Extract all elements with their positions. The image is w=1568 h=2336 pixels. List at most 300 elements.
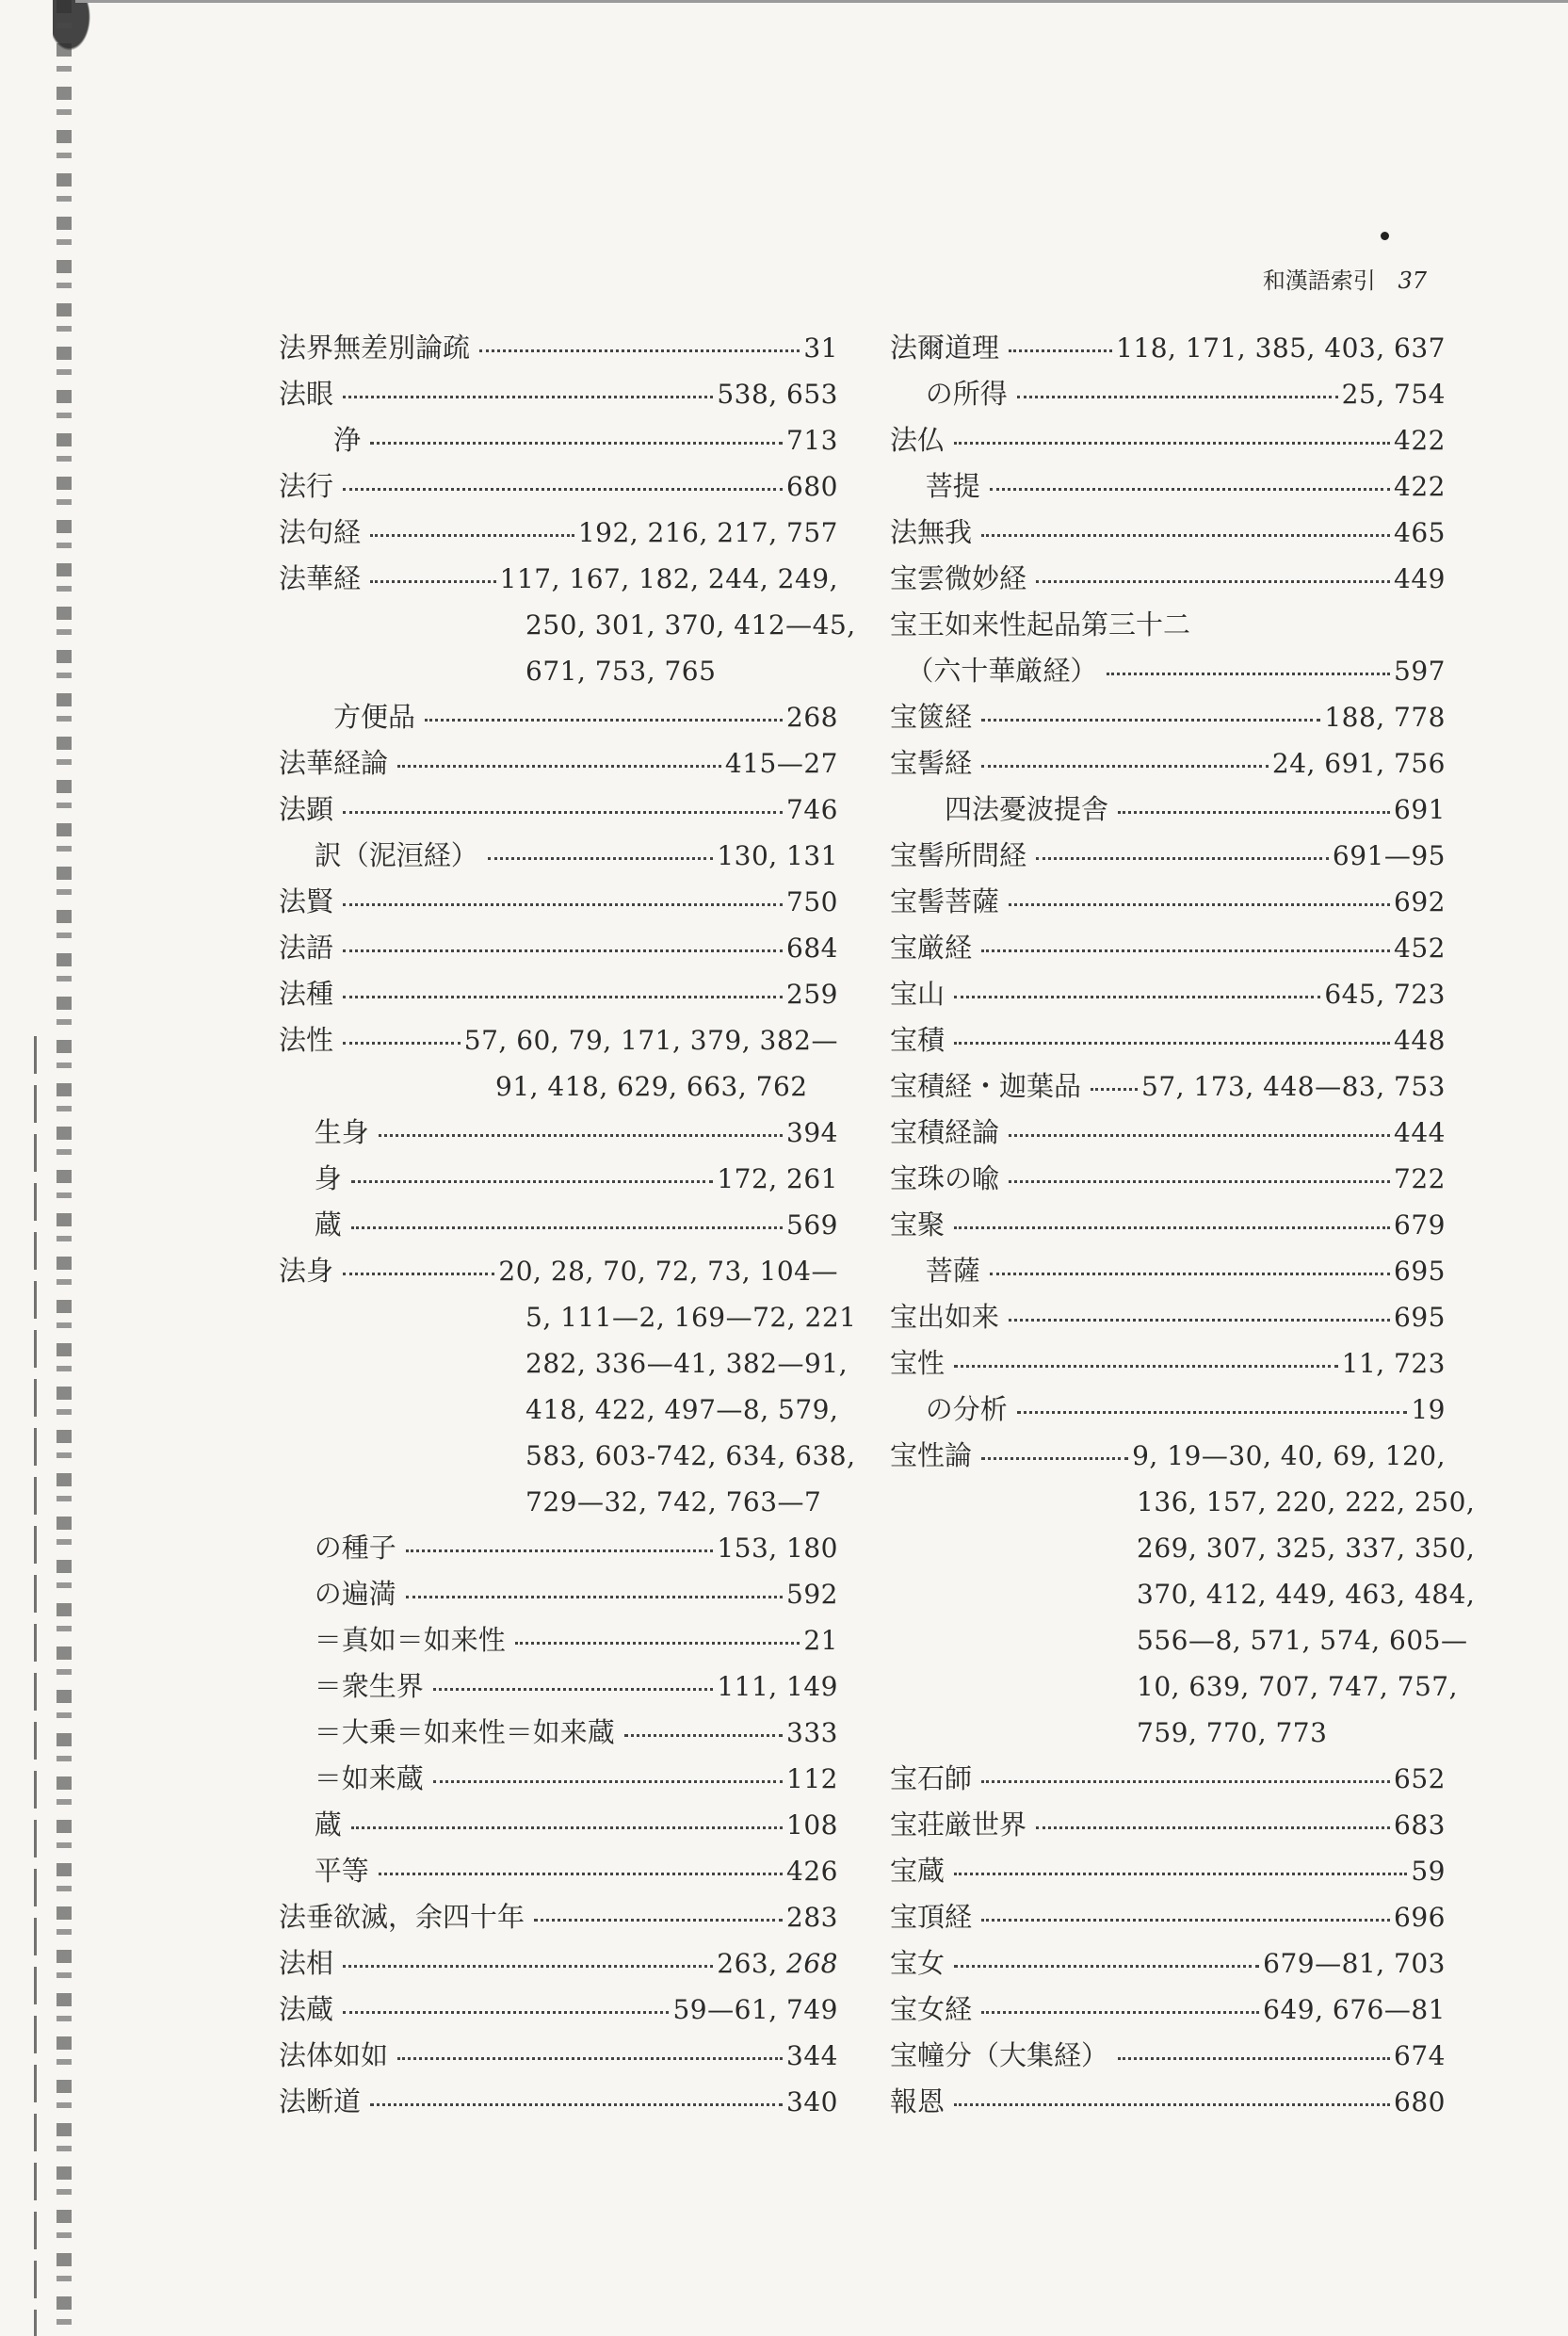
index-pages <box>1263 1987 1446 2033</box>
dot-leader <box>1009 903 1390 906</box>
page-refs: 24, 691, 756 <box>1271 748 1446 779</box>
page-refs: 691 <box>1394 794 1446 825</box>
index-term: の種子 <box>314 1532 396 1564</box>
index-term: 法行 <box>279 470 334 502</box>
index-term: 法界無差別論疏 <box>279 332 471 364</box>
page-refs: 153, 180 <box>717 1533 838 1564</box>
index-term: 四法憂波提舎 <box>945 793 1109 825</box>
page-refs: 597 <box>1394 656 1446 687</box>
page-refs: 394 <box>786 1117 838 1148</box>
index-term: 宝性 <box>890 1347 946 1379</box>
index-term: ＝衆生界 <box>314 1670 424 1702</box>
index-pages <box>1394 1202 1446 1248</box>
index-term: 宝頂経 <box>890 1901 973 1933</box>
running-header <box>1224 262 1427 295</box>
dot-leader <box>515 1642 800 1645</box>
dot-leader <box>370 580 496 583</box>
index-entry <box>279 1663 838 1710</box>
index-term: 法無我 <box>890 516 973 548</box>
page-refs: 750 <box>786 886 838 917</box>
page-refs: 722 <box>1394 1163 1446 1194</box>
index-pages <box>786 1202 838 1248</box>
index-entry <box>890 1387 1446 1433</box>
index-entry <box>279 1894 838 1940</box>
index-entry <box>890 925 1446 971</box>
index-term: 宝積経・迦葉品 <box>890 1070 1082 1102</box>
index-entry <box>279 1987 838 2033</box>
index-term: 報恩 <box>890 2085 946 2117</box>
index-continuation-line: 5, 111—2, 169—72, 221 <box>525 1302 857 1333</box>
index-term: （六十華厳経） <box>906 655 1098 687</box>
dot-leader <box>1036 1826 1390 1829</box>
index-pages <box>786 1848 838 1894</box>
dot-leader <box>981 765 1269 768</box>
page-refs: 25, 754 <box>1341 379 1446 410</box>
index-pages <box>717 371 838 417</box>
index-entry <box>890 371 1446 417</box>
index-pages <box>1394 1156 1446 1202</box>
index-pages <box>1394 556 1446 602</box>
index-pages <box>786 417 838 463</box>
index-pages <box>1394 417 1446 463</box>
page-refs: 344 <box>786 2040 838 2071</box>
index-entry <box>890 1756 1446 1802</box>
index-pages <box>1394 648 1446 694</box>
index-entry <box>279 1940 838 1987</box>
index-pages <box>786 787 838 833</box>
index-term: 法体如如 <box>279 2039 389 2071</box>
index-term: 宝篋経 <box>890 701 973 733</box>
index-entry <box>890 1987 1446 2033</box>
index-term: 法爾道理 <box>890 332 1000 364</box>
dot-leader <box>343 1042 461 1045</box>
page-refs: 695 <box>1394 1302 1446 1333</box>
dot-leader <box>534 1919 783 1922</box>
page-refs: 422 <box>1394 471 1446 502</box>
index-pages <box>717 1525 838 1571</box>
index-entry <box>890 740 1446 787</box>
page-refs: 111, 149 <box>717 1671 838 1702</box>
index-term: 宝聚 <box>890 1209 946 1241</box>
index-term: 宝出如来 <box>890 1301 1000 1333</box>
index-pages <box>803 325 838 371</box>
dot-leader <box>981 1457 1128 1460</box>
index-entry <box>279 787 838 833</box>
dot-leader <box>433 1688 714 1691</box>
index-entry <box>279 2079 838 2125</box>
dot-leader <box>351 1226 783 1229</box>
page-refs: 449 <box>1394 563 1446 594</box>
index-term: 宝髻菩薩 <box>890 885 1000 917</box>
index-pages <box>786 463 838 510</box>
page-refs: 112 <box>786 1763 838 1794</box>
top-page-edge <box>75 0 1568 3</box>
page-refs: 268 <box>786 702 838 733</box>
page-refs: 538, 653 <box>717 379 838 410</box>
page-refs: 192, 216, 217, 757 <box>577 517 838 548</box>
dot-leader <box>379 1134 783 1137</box>
index-term: 法断道 <box>279 2085 362 2117</box>
index-continuation-line: 729—32, 742, 763—7 <box>525 1486 822 1517</box>
index-entry <box>890 1940 1446 1987</box>
index-continuation-line: 250, 301, 370, 412—45, <box>525 609 856 641</box>
index-pages <box>1394 463 1446 510</box>
index-entry <box>890 602 1446 648</box>
index-term: の遍満 <box>314 1578 396 1610</box>
index-entry <box>890 556 1446 602</box>
index-entry <box>890 1063 1446 1110</box>
dot-leader <box>1118 811 1390 814</box>
index-pages <box>1324 694 1446 740</box>
index-pages <box>1394 1294 1446 1340</box>
index-entry <box>890 971 1446 1017</box>
index-entry <box>890 648 1446 694</box>
index-term: 生身 <box>314 1116 369 1148</box>
page-refs: 569 <box>786 1209 838 1241</box>
dot-leader <box>1017 396 1338 398</box>
index-term: 法種 <box>279 978 334 1010</box>
index-pages <box>786 1710 838 1756</box>
index-term: 宝珠の喩 <box>890 1162 1000 1194</box>
page-refs: 415—27 <box>724 748 838 779</box>
page-refs: 448 <box>1394 1025 1446 1056</box>
index-entry <box>279 1110 838 1156</box>
index-entry <box>279 1202 838 1248</box>
index-entry <box>890 1017 1446 1063</box>
index-entry <box>890 2079 1446 2125</box>
page-refs: 746 <box>786 794 838 825</box>
index-entry <box>279 325 838 371</box>
page-number: 37 <box>1398 268 1427 294</box>
index-term: 宝荘厳世界 <box>890 1809 1027 1841</box>
dot-leader <box>954 1226 1390 1229</box>
index-term: 蔵 <box>314 1209 342 1241</box>
page-refs: 680 <box>786 471 838 502</box>
index-pages <box>1394 879 1446 925</box>
index-term: 宝性論 <box>890 1439 973 1471</box>
dot-leader <box>954 1042 1390 1045</box>
index-pages <box>1394 510 1446 556</box>
dot-leader <box>343 1965 713 1968</box>
index-pages <box>1394 2079 1446 2125</box>
index-continuation-line: 269, 307, 325, 337, 350, <box>1137 1533 1476 1564</box>
index-pages <box>500 556 838 602</box>
page-refs: 118, 171, 385, 403, 637 <box>1116 333 1446 364</box>
page-refs: 680 <box>1394 2086 1446 2117</box>
page-refs: 340 <box>786 2086 838 2117</box>
dot-leader <box>981 534 1390 537</box>
index-pages <box>1394 1894 1446 1940</box>
index-entry <box>890 417 1446 463</box>
dot-leader <box>990 1273 1390 1275</box>
index-pages <box>1394 1017 1446 1063</box>
index-entry <box>279 1525 838 1571</box>
dot-leader <box>981 2011 1259 2014</box>
index-term: 宝積経論 <box>890 1116 1000 1148</box>
right-index-column <box>890 325 1476 2125</box>
index-continuation-line: 671, 753, 765 <box>525 656 717 687</box>
page-refs: 465 <box>1394 517 1446 548</box>
dot-leader <box>425 719 783 722</box>
index-pages <box>786 2079 838 2125</box>
index-term: 法語 <box>279 932 334 964</box>
dot-leader <box>954 1965 1259 1968</box>
index-term: 宝厳経 <box>890 932 973 964</box>
dot-leader <box>954 996 1320 998</box>
page-refs: 696 <box>1394 1902 1446 1933</box>
index-continuation-line: 91, 418, 629, 663, 762 <box>495 1071 808 1102</box>
header-title: 和漢語索引 <box>1262 268 1376 294</box>
index-continuation-line: 136, 157, 220, 222, 250, <box>1137 1486 1476 1517</box>
index-entry <box>890 1202 1446 1248</box>
page-refs: 188, 778 <box>1324 702 1446 733</box>
index-pages <box>717 1156 838 1202</box>
index-entry <box>279 833 838 879</box>
page-refs: 130, 131 <box>717 840 838 871</box>
page-refs: 692 <box>1394 886 1446 917</box>
index-entry <box>890 325 1446 371</box>
dot-leader <box>488 857 714 860</box>
index-pages <box>1342 371 1446 417</box>
dot-leader <box>954 442 1390 445</box>
dot-leader <box>981 1780 1390 1783</box>
index-term: 宝雲微妙経 <box>890 562 1027 594</box>
index-pages <box>1132 1433 1446 1479</box>
dot-leader <box>1118 2057 1390 2060</box>
index-entry <box>890 833 1446 879</box>
dot-leader <box>954 1873 1407 1875</box>
index-entry <box>890 1848 1446 1894</box>
page-refs: 679—81, 703 <box>1263 1948 1446 1979</box>
page-refs: 422 <box>1394 425 1446 456</box>
page-refs: 426 <box>786 1856 838 1887</box>
index-continuation-line: 282, 336—41, 382—91, <box>525 1348 849 1379</box>
index-entry <box>279 1571 838 1617</box>
dot-leader <box>370 2103 783 2106</box>
index-term: ＝如来蔵 <box>314 1762 424 1794</box>
index-pages <box>1342 1340 1446 1387</box>
index-term: 宝女経 <box>890 1993 973 2025</box>
index-term: 宝幢分（大集経） <box>890 2039 1109 2071</box>
index-term: 宝髻所問経 <box>890 839 1027 871</box>
index-entry <box>279 2033 838 2079</box>
index-term: 宝積 <box>890 1024 946 1056</box>
dot-leader <box>433 1780 783 1783</box>
page-refs: 645, 723 <box>1324 979 1446 1010</box>
index-term: 法華経 <box>279 562 362 594</box>
index-pages <box>464 1017 838 1063</box>
index-term: 宝髻経 <box>890 747 973 779</box>
index-entry <box>890 1894 1446 1940</box>
page-refs: 21 <box>803 1625 838 1656</box>
dot-leader <box>379 1873 783 1875</box>
index-entry <box>279 1802 838 1848</box>
index-continuation-line: 10, 639, 707, 747, 757, <box>1137 1671 1459 1702</box>
page-refs: 652 <box>1394 1763 1446 1794</box>
page-refs: 649, 676—81 <box>1263 1994 1446 2025</box>
dot-leader <box>1009 349 1112 352</box>
page-refs: 117, 167, 182, 244, 249, <box>499 563 838 594</box>
index-pages <box>1394 925 1446 971</box>
index-entry <box>890 2033 1446 2079</box>
index-pages <box>1141 1063 1446 1110</box>
index-term: 法仏 <box>890 424 946 456</box>
dot-leader <box>954 2103 1390 2106</box>
dot-leader <box>954 1365 1338 1368</box>
index-pages <box>1333 833 1446 879</box>
index-term: 宝王如来性起品第三十二 <box>890 608 1191 641</box>
index-continuation-line: 583, 603-742, 634, 638, <box>525 1440 856 1471</box>
page-refs: 333 <box>786 1717 838 1748</box>
page-refs: 59—61, 749 <box>672 1994 838 2025</box>
index-pages <box>1411 1848 1446 1894</box>
index-continuation-line: 556—8, 571, 574, 605— <box>1137 1625 1468 1656</box>
index-entry <box>890 1433 1446 1479</box>
page-edge-bleed <box>34 1036 37 2336</box>
index-pages <box>786 1756 838 1802</box>
index-pages <box>1394 1110 1446 1156</box>
index-entry <box>279 1710 838 1756</box>
index-entry <box>890 694 1446 740</box>
index-term: 浄 <box>333 424 362 456</box>
dot-leader <box>981 949 1390 952</box>
dot-leader <box>406 1596 783 1598</box>
page-refs: 452 <box>1394 933 1446 964</box>
page-refs: 20, 28, 70, 72, 73, 104— <box>498 1256 838 1287</box>
index-term: ＝真如＝如来性 <box>314 1624 506 1656</box>
dot-leader <box>479 349 800 352</box>
dot-leader <box>1009 1319 1390 1322</box>
dot-leader <box>343 396 713 398</box>
index-pages <box>1272 740 1446 787</box>
index-term: 方便品 <box>333 701 416 733</box>
index-pages <box>786 971 838 1017</box>
index-pages <box>1394 1756 1446 1802</box>
page-refs: 691—95 <box>1332 840 1446 871</box>
page-refs: 684 <box>786 933 838 964</box>
dot-leader <box>990 488 1390 491</box>
page-refs: 695 <box>1394 1256 1446 1287</box>
index-entry <box>279 1248 838 1294</box>
index-term: 身 <box>314 1162 342 1194</box>
dot-leader <box>343 2011 669 2014</box>
index-term: 菩薩 <box>925 1255 980 1287</box>
index-pages <box>1116 325 1446 371</box>
index-entry <box>890 1156 1446 1202</box>
index-entry <box>279 463 838 510</box>
dot-leader <box>1036 857 1329 860</box>
dot-leader <box>343 949 783 952</box>
index-term: 法句経 <box>279 516 362 548</box>
dot-leader <box>1091 1088 1138 1091</box>
index-entry <box>279 1156 838 1202</box>
index-term: 蔵 <box>314 1809 342 1841</box>
index-pages <box>498 1248 838 1294</box>
index-term: 宝山 <box>890 978 946 1010</box>
page-refs: 263, <box>717 1948 787 1979</box>
index-continuation-line: 370, 412, 449, 463, 484, <box>1137 1579 1476 1610</box>
index-entry <box>279 510 838 556</box>
index-entry <box>279 925 838 971</box>
index-pages <box>1263 1940 1446 1987</box>
index-term: 法蔵 <box>279 1993 334 2025</box>
index-continuation-line: 759, 770, 773 <box>1137 1717 1328 1748</box>
index-pages <box>717 833 838 879</box>
page-refs: 108 <box>786 1809 838 1841</box>
index-pages <box>1394 1802 1446 1848</box>
page-refs: 713 <box>786 425 838 456</box>
index-pages <box>725 740 838 787</box>
index-pages <box>578 510 838 556</box>
index-term: 菩提 <box>925 470 980 502</box>
dot-leader <box>343 996 783 998</box>
dot-leader <box>1009 1180 1390 1183</box>
page-refs: 19 <box>1411 1394 1446 1425</box>
ink-dot <box>1381 232 1389 240</box>
index-continuation-line: 418, 422, 497—8, 579, <box>525 1394 839 1425</box>
dot-leader <box>370 534 574 537</box>
index-term: 法性 <box>279 1024 334 1056</box>
page-refs: 592 <box>786 1579 838 1610</box>
index-pages <box>1394 787 1446 833</box>
index-pages <box>1394 2033 1446 2079</box>
index-entry <box>890 510 1446 556</box>
index-pages <box>786 879 838 925</box>
index-term: の分析 <box>925 1393 1008 1425</box>
page-refs: 674 <box>1394 2040 1446 2071</box>
dot-leader <box>351 1826 783 1829</box>
index-pages <box>786 1110 838 1156</box>
index-entry <box>890 787 1446 833</box>
dot-leader <box>397 2057 783 2060</box>
dot-leader <box>624 1734 783 1737</box>
dot-leader <box>981 1919 1390 1922</box>
index-entry <box>890 463 1446 510</box>
index-term: ＝大乗＝如来性＝如来蔵 <box>314 1716 615 1748</box>
index-entry <box>279 1617 838 1663</box>
index-pages <box>786 1894 838 1940</box>
index-term: 法眼 <box>279 378 334 410</box>
dot-leader <box>343 488 783 491</box>
dot-leader <box>981 719 1320 722</box>
dot-leader <box>1107 673 1390 675</box>
index-entry <box>279 971 838 1017</box>
dot-leader <box>343 1273 494 1275</box>
index-term: 法身 <box>279 1255 334 1287</box>
dot-leader <box>1017 1411 1408 1414</box>
dot-leader <box>1036 580 1390 583</box>
dot-leader <box>1009 1134 1390 1137</box>
index-pages <box>1324 971 1446 1017</box>
index-entry <box>279 879 838 925</box>
dot-leader <box>351 1180 714 1183</box>
dot-leader <box>406 1549 714 1552</box>
page-refs: 683 <box>1394 1809 1446 1841</box>
index-pages <box>717 1663 838 1710</box>
index-entry <box>279 694 838 740</box>
index-term: 宝石師 <box>890 1762 973 1794</box>
index-term: の所得 <box>925 378 1008 410</box>
dot-leader <box>343 903 783 906</box>
index-pages <box>786 1802 838 1848</box>
index-term: 法華経論 <box>279 747 389 779</box>
dot-leader <box>343 811 783 814</box>
index-entry <box>890 879 1446 925</box>
index-entry <box>279 556 838 602</box>
index-entry <box>279 740 838 787</box>
page-refs: 283 <box>786 1902 838 1933</box>
index-entry <box>890 1294 1446 1340</box>
